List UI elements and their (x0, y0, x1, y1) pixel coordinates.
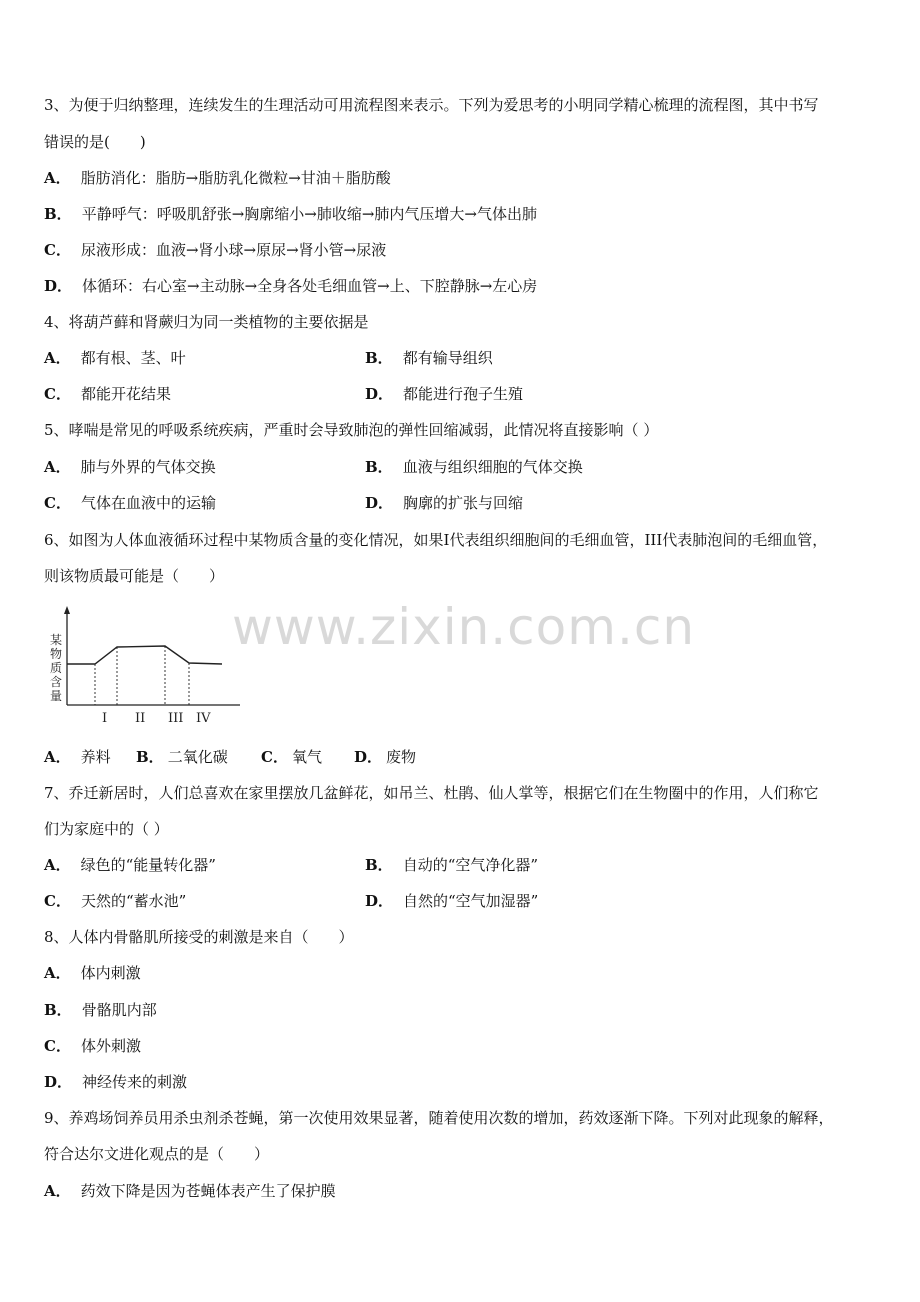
option-key: C． (44, 241, 71, 259)
option-text: 天然的“蓄水池” (80, 892, 187, 910)
q4-option-d (365, 383, 523, 405)
q5-option-a (44, 456, 216, 478)
option-text: 肺与外界的气体交换 (80, 458, 216, 476)
q6-stem-line2: 则该物质最可能是（ ） (44, 567, 225, 585)
option-text: 体内刺激 (80, 964, 141, 982)
option-text: 二氧化碳 (167, 748, 228, 766)
q8-option-a (44, 962, 141, 984)
option-key: B． (44, 205, 72, 223)
option-text: 脂肪消化：脂肪→脂肪乳化微粒→甘油＋脂肪酸 (80, 169, 391, 187)
q7-option-d (365, 890, 538, 912)
option-text: 都有根、茎、叶 (80, 349, 186, 367)
option-key: A． (44, 349, 71, 367)
q4-option-b (365, 347, 493, 369)
option-text: 自然的“空气加湿器” (403, 892, 539, 910)
q7-stem-line2: 们为家庭中的（ ） (44, 820, 169, 838)
option-key: C． (44, 1037, 71, 1055)
option-text: 绿色的“能量转化器” (80, 856, 216, 874)
q4-option-c (44, 383, 171, 405)
option-key: D． (365, 385, 394, 403)
option-key: C． (44, 892, 71, 910)
q3-stem-line2: 错误的是( ) (44, 133, 146, 151)
option-text: 血液与组织细胞的气体交换 (402, 458, 583, 476)
option-text: 神经传来的刺激 (82, 1073, 188, 1091)
q5-option-c (44, 492, 216, 514)
q9-stem-line2: 符合达尔文进化观点的是（ ） (44, 1145, 270, 1163)
q6-stem-line1: 6、如图为人体血液循环过程中某物质含量的变化情况，如果I代表组织细胞间的毛细血管，III代表肺泡间的毛细血管， (44, 531, 828, 549)
option-key: B． (136, 748, 164, 766)
option-key: D． (354, 748, 383, 766)
option-key: A． (44, 1182, 71, 1200)
option-key: B． (365, 349, 393, 367)
y-label-char-1: 某 (50, 633, 63, 647)
option-key: C． (261, 748, 288, 766)
option-text: 体循环：右心室→主动脉→全身各处毛细血管→上、下腔静脉→左心房 (82, 277, 538, 295)
option-text: 平静呼气：呼吸肌舒张→胸廓缩小→肺收缩→肺内气压增大→气体出肺 (81, 205, 537, 223)
option-text: 都能开花结果 (80, 385, 171, 403)
q3-option-a (44, 167, 391, 189)
option-key: D． (365, 892, 394, 910)
watermark: www.zixin.com.cn (232, 598, 696, 656)
x-tick-i: I (102, 711, 108, 726)
q7-option-b (365, 854, 538, 876)
q8-option-c (44, 1035, 141, 1057)
option-text: 尿液形成：血液→肾小球→原尿→肾小管→尿液 (80, 241, 387, 259)
option-key: D． (365, 494, 394, 512)
q6-figure-graph (44, 604, 244, 734)
option-key: A． (44, 964, 71, 982)
option-key: D． (44, 1073, 73, 1091)
q6-option-d (354, 746, 416, 768)
q6-option-b (136, 746, 228, 768)
q4-stem-line1: 4、将葫芦藓和肾蕨归为同一类植物的主要依据是 (44, 313, 369, 331)
option-key: B． (365, 856, 393, 874)
option-key: C． (44, 385, 71, 403)
option-text: 养料 (80, 748, 111, 766)
q3-option-d (44, 275, 537, 297)
q5-option-d (365, 492, 523, 514)
option-text: 体外刺激 (80, 1037, 141, 1055)
q7-option-c (44, 890, 186, 912)
q6-option-a (44, 746, 111, 768)
q3-option-c (44, 239, 386, 261)
option-key: A． (44, 748, 71, 766)
guide-lines (95, 646, 189, 705)
x-tick-ii: II (135, 711, 146, 726)
q9-option-a (44, 1180, 336, 1202)
option-key: D． (44, 277, 73, 295)
option-key: B． (44, 1001, 72, 1019)
option-text: 氧气 (291, 748, 322, 766)
q7-option-a (44, 854, 216, 876)
y-label-char-5: 量 (50, 689, 63, 703)
q8-stem-line1: 8、人体内骨骼肌所接受的刺激是来自（ ） (44, 928, 354, 946)
q3-stem-line1: 3、为便于归纳整理，连续发生的生理活动可用流程图来表示。下列为爱思考的小明同学精心梳理的流程图，其中书写 (44, 96, 819, 114)
q8-option-b (44, 999, 157, 1021)
option-text: 自动的“空气净化器” (402, 856, 539, 874)
option-key: B． (365, 458, 393, 476)
y-label-char-3: 质 (50, 661, 63, 675)
y-label-char-4: 含 (50, 675, 63, 689)
option-text: 骨骼肌内部 (81, 1001, 157, 1019)
q8-option-d (44, 1071, 187, 1093)
q3-option-b (44, 203, 537, 225)
option-key: A． (44, 169, 71, 187)
content-curve (67, 646, 222, 664)
option-text: 气体在血液中的运输 (80, 494, 216, 512)
q5-option-b (365, 456, 583, 478)
q9-stem-line1: 9、养鸡场饲养员用杀虫剂杀苍蝇，第一次使用效果显著，随着使用次数的增加，药效逐渐下降。下列对此现象的解释， (44, 1109, 834, 1127)
q7-stem-line1: 7、乔迁新居时，人们总喜欢在家里摆放几盆鲜花，如吊兰、杜鹃、仙人掌等，根据它们在生物圈中的作用，人们称它 (44, 784, 819, 802)
option-key: A． (44, 856, 71, 874)
option-text: 都有输导组织 (402, 349, 493, 367)
option-text: 都能进行孢子生殖 (403, 385, 524, 403)
option-text: 药效下降是因为苍蝇体表产生了保护膜 (80, 1182, 336, 1200)
option-key: C． (44, 494, 71, 512)
q6-option-c (261, 746, 322, 768)
option-key: A． (44, 458, 71, 476)
y-axis-arrow (64, 606, 70, 614)
option-text: 胸廓的扩张与回缩 (403, 494, 524, 512)
option-text: 废物 (386, 748, 417, 766)
q5-stem-line1: 5、哮喘是常见的呼吸系统疾病，严重时会导致肺泡的弹性回缩减弱，此情况将直接影响（ ） (44, 421, 659, 439)
x-tick-iv: IV (196, 711, 211, 726)
y-label-char-2: 物 (50, 647, 63, 661)
x-tick-iii: III (168, 711, 184, 726)
q4-option-a (44, 347, 186, 369)
